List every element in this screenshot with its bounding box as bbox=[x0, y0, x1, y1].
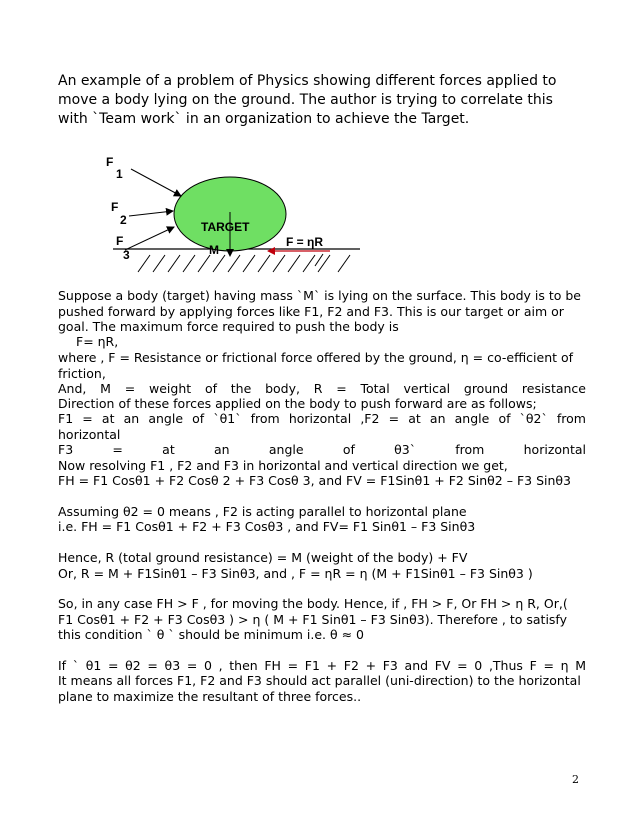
f3-label: F bbox=[116, 234, 124, 248]
resolve-line: Now resolving F1 , F2 and F3 in horizontal and vertical direction we get, bbox=[58, 458, 508, 473]
target-label: TARGET bbox=[201, 220, 250, 234]
f2-label: F bbox=[111, 200, 119, 214]
assume-line-1: Assuming θ2 = 0 means , F2 is acting parallel to horizontal plane bbox=[58, 504, 467, 519]
friction-label: F = ηR bbox=[286, 235, 324, 249]
ground-tick bbox=[315, 254, 323, 266]
fh-fv-line: FH = F1 Cosθ1 + F2 Cosθ 2 + F3 Cosθ 3, and FV = F1Sinθ1 + F2 Sinθ2 – F3 Sinθ3 bbox=[58, 473, 571, 488]
f3-arrow bbox=[125, 227, 174, 250]
hence-line-1: Hence, R (total ground resistance) = M (weight of the body) + FV bbox=[58, 550, 468, 565]
conclusion: It means all forces F1, F2 and F3 should act parallel (uni-direction) to the horizontal plane to maximize the resultant of three forces.. bbox=[58, 673, 581, 704]
f1-arrow bbox=[131, 169, 181, 196]
where-line: where , F = Resistance or frictional force offered by the ground, η = co-efficient of friction, bbox=[58, 350, 574, 381]
page-number: 2 bbox=[572, 773, 579, 786]
equation-friction: F= ηR, bbox=[76, 334, 119, 349]
if-line: If ` θ1 = θ2 = θ3 = 0 , then FH = F1 + F2 + F3 and FV = 0 ,Thus F = η M bbox=[58, 658, 586, 673]
f3-subscript: 3 bbox=[123, 248, 130, 262]
f1-f2-line: F1 = at an angle of `θ1` from horizontal ,F2 = at an angle of `θ2` from bbox=[58, 411, 586, 426]
f1-label: F bbox=[106, 155, 114, 169]
horizontal-word: horizontal bbox=[58, 427, 121, 442]
f2-subscript: 2 bbox=[120, 213, 127, 227]
ground-hatching bbox=[138, 255, 350, 272]
assume-line-2: i.e. FH = F1 Cosθ1 + F2 + F3 Cosθ3 , and FV= F1 Sinθ1 – F3 Sinθ3 bbox=[58, 519, 476, 534]
f2-arrow bbox=[129, 211, 173, 216]
so-paragraph: So, in any case FH > F , for moving the body. Hence, if , FH > F, Or FH > η R, Or,( F1 Cosθ1 + F2 + F3 Cosθ3 ) > η ( M + F1 Sinθ1 – F3 Sinθ3). Therefore , to satisfy this condition ` θ ` should be minimum i.e. θ ≈ 0 bbox=[58, 596, 568, 642]
force-diagram bbox=[58, 150, 586, 280]
hence-line-2: Or, R = M + F1Sinθ1 – F3 Sinθ3, and , F = ηR = η (M + F1Sinθ1 – F3 Sinθ3 ) bbox=[58, 566, 533, 581]
para-suppose: Suppose a body (target) having mass `M` is lying on the surface. This body is to be pushed forward by applying forces like F1, F2 and F3. This is our target or aim or goal. The maximum force required to push the body is bbox=[58, 288, 581, 334]
and-line: And, M = weight of the body, R = Total vertical ground resistance bbox=[58, 381, 586, 396]
f3-line: F3 = at an angle of θ3` from horizontal bbox=[58, 442, 586, 457]
mass-label: M bbox=[209, 243, 219, 257]
direction-line: Direction of these forces applied on the body to push forward are as follows; bbox=[58, 396, 537, 411]
intro-paragraph: An example of a problem of Physics showing different forces applied to move a body lying on the ground. The author is trying to correlate this with `Team work` in an organization to achieve the Target. bbox=[58, 73, 557, 127]
f1-subscript: 1 bbox=[116, 167, 123, 181]
